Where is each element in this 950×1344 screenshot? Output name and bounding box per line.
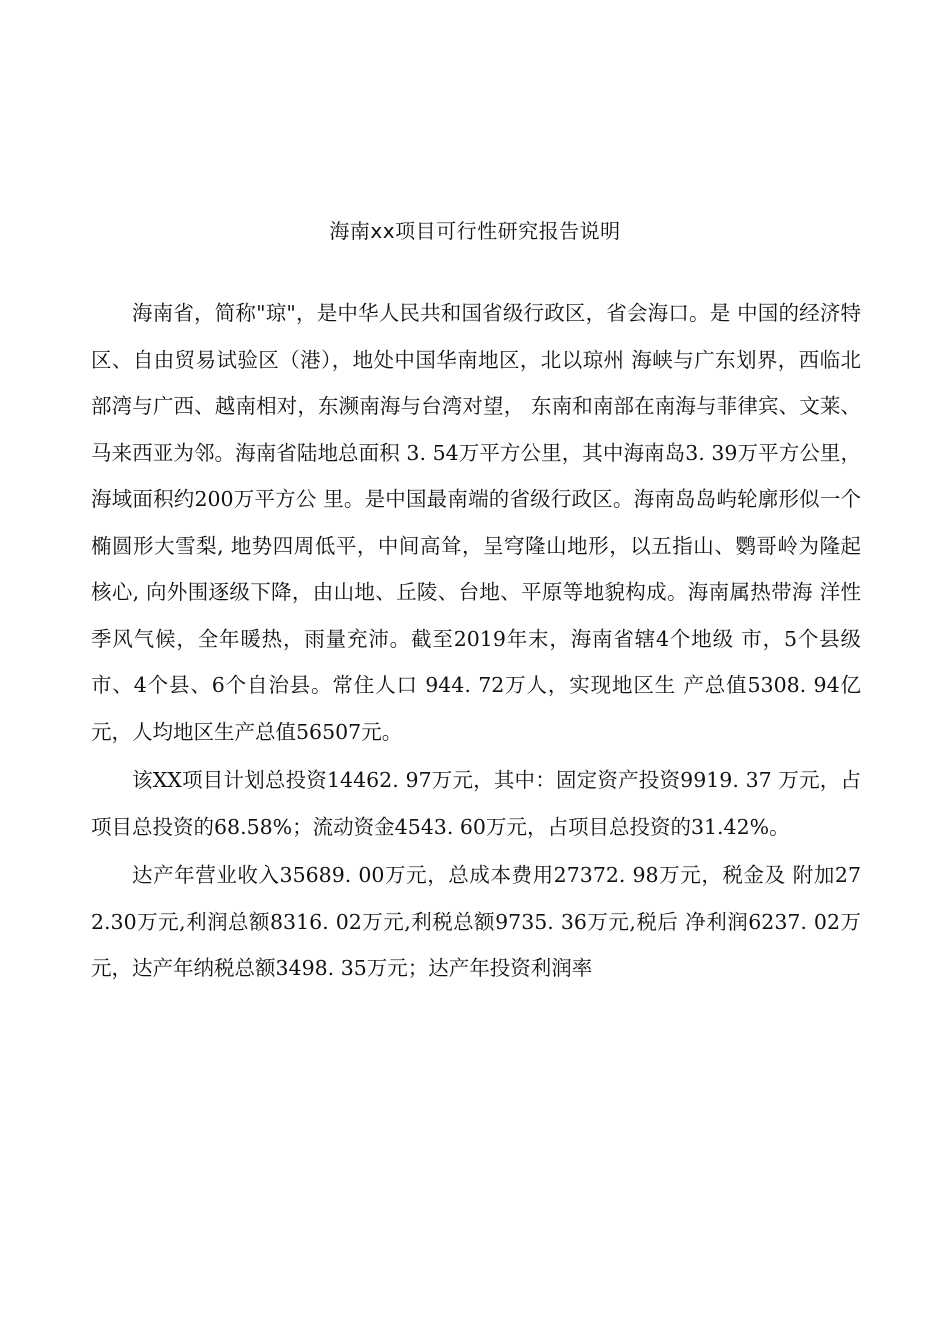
document-title: 海南xx项目可行性研究报告说明 <box>329 219 621 243</box>
paragraph-revenue: 达产年营业收入35689. 00万元，总成本费用27372. 98万元，税金及 附加272.30万元,利润总额8316. 02万元,利税总额9735. 36万元,税后 净利润6237. 02万元，达产年纳税总额3498. 35万元；达产年投资利润率 <box>91 863 861 980</box>
paragraph-hainan-overview: 海南省，简称"琼"，是中华人民共和国省级行政区，省会海口。是 中国的经济特区、自由贸易试验区（港），地处中国华南地区，北以琼州 海峡与广东划界，西临北部湾与广西、越南相对，东濒南海与台湾对望， 东南和南部在南海与菲律宾、文莱、马来西亚为邻。海南省陆地总面积 3. 54万平方公里，其中海南岛3. 39万平方公里，海域面积约200万平方公 里。是中国最南端的省级行政区。海南岛岛屿轮廓形似一个椭圆形大雪梨, 地势四周低平，中间高耸，呈穹隆山地形，以五指山、鹦哥岭为隆起核心, 向外围逐级下降，由山地、丘陵、台地、平原等地貌构成。海南属热带海 洋性季风气候，全年暖热，雨量充沛。截至2019年末，海南省辖4个地级 市，5个县级市、4个县、6个自治县。常住人口 944. 72万人，实现地区生 产总值5308. 94亿元，人均地区生产总值56507元。 <box>91 301 861 744</box>
paragraph-investment: 该XX项目计划总投资14462. 97万元，其中：固定资产投资9919. 37 万元，占项目总投资的68.58%；流动资金4543. 60万元，占项目总投资的31.42%。 <box>91 768 861 839</box>
document-body <box>91 290 861 994</box>
